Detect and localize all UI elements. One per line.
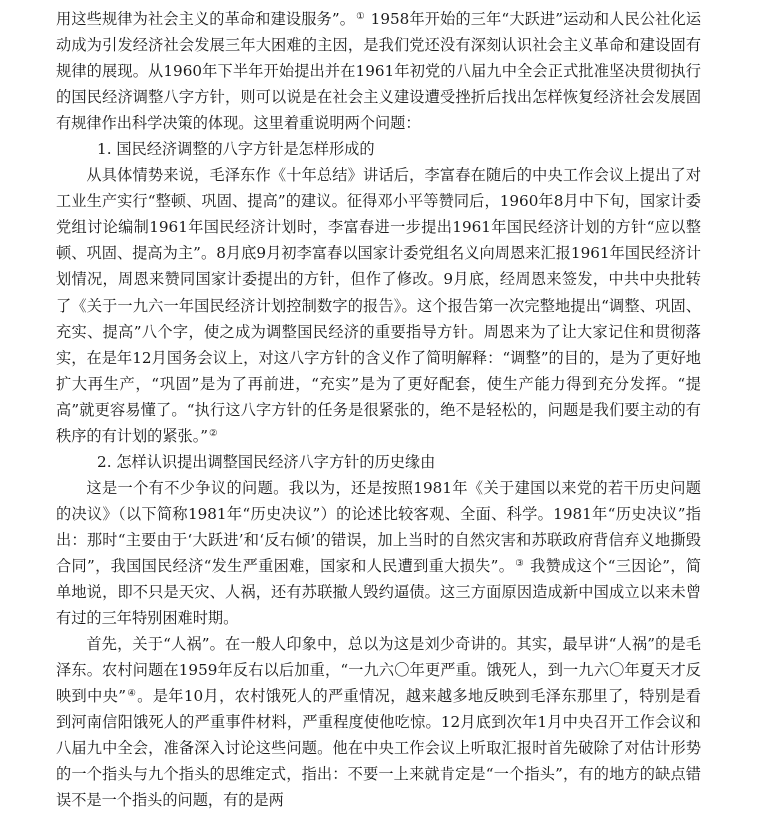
heading-text: 2. 怎样认识提出调整国民经济八字方针的历史缘由 — [97, 452, 436, 471]
paragraph-text: 1958年开始的三年“大跃进”运动和人民公社化运动成为引发经济社会发展三年大困难的主因，是我们党还没有深刻认识社会主义革命和建设固有规律的展现。从1960年下半年开始提出并在1961年初党的八届九中全会正式批准坚决贯彻执行的国民经济调整八字方针，则可以说是在社会主义建设遭受挫折后找出怎样恢复经济社会发展固有规律作出科学决策的体现。这里着重说明两个问题： — [56, 10, 702, 133]
heading-text: 1. 国民经济调整的八字方针是怎样形成的 — [97, 140, 375, 159]
paragraph-text: 我赞成这个“三因论”，简单地说，即不只是天灾、人祸，还有苏联撤人毁约逼债。这三方面原因造成新中国成立以来未曾有过的三年特别困难时期。 — [56, 556, 702, 628]
paragraph-text: 。是年10月，农村饿死人的严重情况，越来越多地反映到毛泽东那里了，特别是看到河南信阳饿死人的严重事件材料，严重程度使他吃惊。12月底到次年1月中央召开工作会议和八届九中全会，准备深入讨论这些问题。他在中央工作会议上听取汇报时首先破除了对估计形势的一个指头与九个指头的思维定式，指出：不要一上来就肯定是“一个指头”，有的地方的缺点错误不是一个指头的问题，有的是两 — [56, 687, 701, 810]
document-page — [56, 6, 701, 813]
footnote-marker[interactable]: ③ — [515, 557, 525, 569]
paragraph-continuation — [56, 6, 701, 136]
paragraph-text: 用这些规律为社会主义的革命和建设服务”。 — [56, 10, 356, 28]
paragraph-text: 首先，关于“人祸”。在一般人印象中，总以为这是刘少奇讲的。其实，最早讲“人祸”的是毛泽东。农村问题在1959年反右以后加重，“一九六〇年更严重。饿死人，到一九六〇年夏天才反映到中央” — [56, 635, 701, 706]
paragraph-body — [56, 162, 701, 449]
footnote-marker[interactable]: ② — [209, 427, 218, 439]
paragraph-body — [56, 631, 701, 813]
paragraph-text: 这是一个有不少争议的问题。我以为，还是按照1981年《关于建国以来党的若干历史问题的决议》（以下简称1981年“历史决议”）的论述比较客观、全面、科学。1981年“历史决议”指出：那时“主要由于‘大跃进’和‘反右倾’的错误，加上当时的自然灾害和苏联政府背信弃义地撕毁合同”，我国国民经济“发生严重困难，国家和人民遭到重大损失”。 — [56, 478, 701, 575]
section-heading-2 — [56, 449, 701, 475]
paragraph-text: 从具体情势来说，毛泽东作《十年总结》讲话后，李富春在随后的中央工作会议上提出了对工业生产实行“整顿、巩固、提高”的建议。征得邓小平等赞同后，1960年8月中下旬，国家计委党组讨论编制1961年国民经济计划时，李富春进一步提出1961年国民经济计划的方针“应以整顿、巩固、提高为主”。8月底9月初李富春以国家计委党组名义向周恩来汇报1961年国民经济计划情况，周恩来赞同国家计委提出的方针，但作了修改。9月底，经周恩来签发，中共中央批转了《关于一九六一年国民经济计划控制数字的报告》。这个报告第一次完整地提出“调整、巩固、充实、提高”八个字，使之成为调整国民经济的重要指导方针。周恩来为了让大家记住和贯彻落实，在是年12月国务会议上，对这八字方针的含义作了简明解释：“调整”的目的，是为了更好地扩大再生产，“巩固”是为了再前进，“充实”是为了更好配套，使生产能力得到充分发挥。“提高”就更容易懂了。“执行这八字方针的任务是很紧张的，绝不是轻松的，问题是我们要主动的有秩序的有计划的紧张。” — [56, 166, 701, 445]
footnote-marker[interactable]: ① — [356, 10, 365, 22]
section-heading-1 — [56, 136, 701, 162]
footnote-marker[interactable]: ④ — [127, 688, 137, 700]
paragraph-body — [56, 475, 701, 631]
